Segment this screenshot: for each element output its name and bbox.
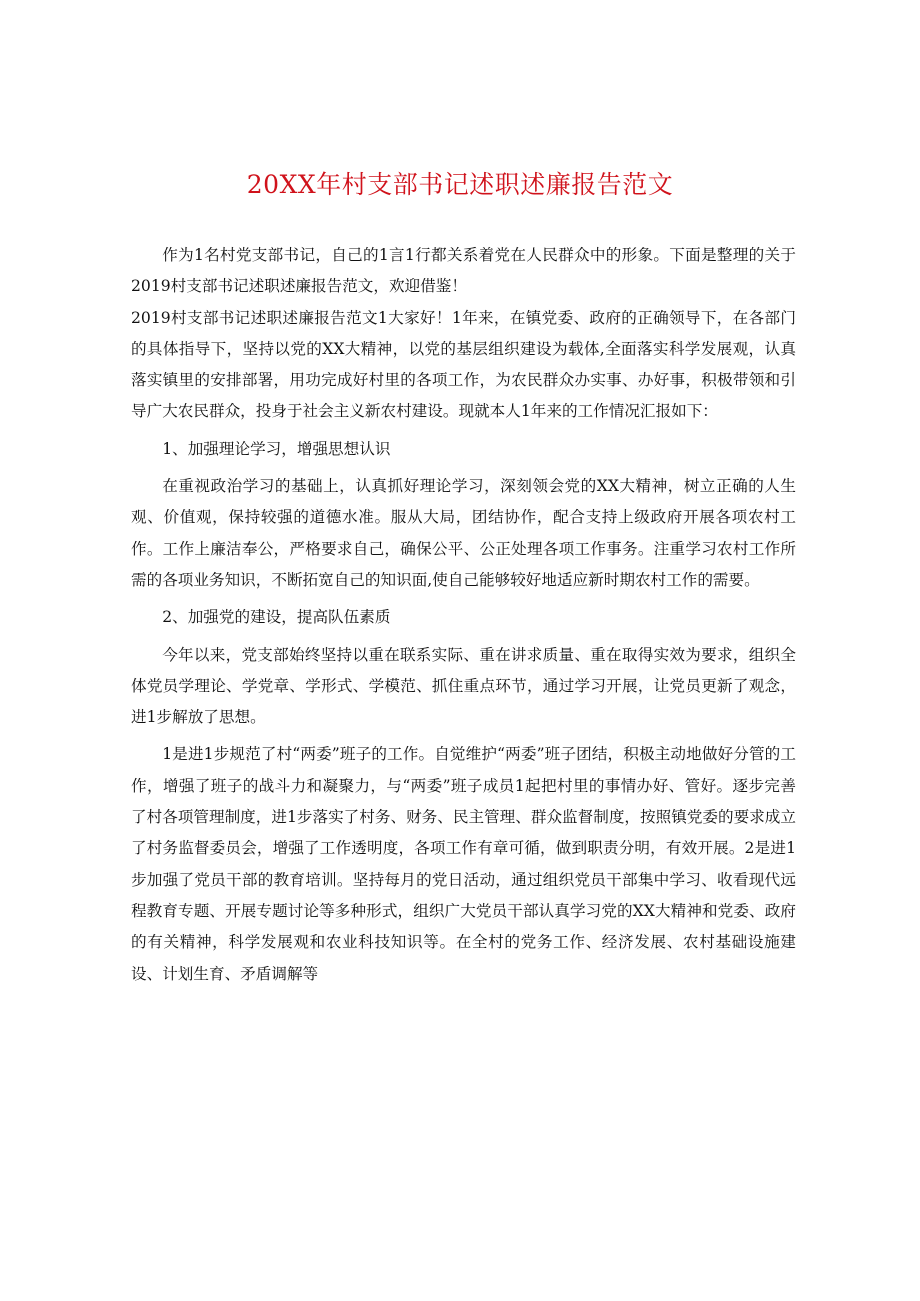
section-heading-1: 1、加强理论学习，增强思想认识: [162, 439, 391, 458]
section-1-paragraph: 在重视政治学习的基础上，认真抓好理论学习，深刻领会党的XX大精神，树立正确的人生观、价值观，保持较强的道德水准。服从大局，团结协作，配合支持上级政府开展各项农村工作。工作上廉洁奉公，严格要求自己，确保公平、公正处理各项工作事务。注重学习农村工作所需的各项业务知识，不断拓宽自己的知识面,使自己能够较好地适应新时期农村工作的需要。: [131, 477, 796, 589]
document-body: [131, 240, 796, 990]
section-2-paragraph: 今年以来，党支部始终坚持以重在联系实际、重在讲求质量、重在取得实效为要求，组织全体党员学理论、学党章、学形式、学模范、抓住重点环节，通过学习开展，让党员更新了观念，进1步解放了思想。: [131, 645, 796, 727]
intro-paragraph: 作为1名村党支部书记，自己的1言1行都关系着党在人民群众中的形象。下面是整理的关于2019村支部书记述职述廉报告范文，欢迎借鉴！: [131, 246, 796, 296]
report-opening-paragraph: 2019村支部书记述职述廉报告范文1大家好！1年来，在镇党委、政府的正确领导下，在各部门的具体指导下，坚持以党的XX大精神，以党的基层组织建设为载体,全面落实科学发展观，认真落实镇里的安排部署，用功完成好村里的各项工作，为农民群众办实事、办好事，积极带领和引导广大农民群众，投身于社会主义新农村建设。现就本人1年来的工作情况汇报如下：: [131, 308, 796, 421]
section-heading-2: 2、加强党的建设，提高队伍素质: [162, 608, 391, 627]
section-2-detail-paragraph: 1是进1步规范了村“两委”班子的工作。自觉维护“两委”班子团结，积极主动地做好分管的工作，增强了班子的战斗力和凝聚力，与“两委”班子成员1起把村里的事情办好、管好。逐步完善了村各项管理制度，进1步落实了村务、财务、民主管理、群众监督制度，按照镇党委的要求成立了村务监督委员会，增强了工作透明度，各项工作有章可循，做到职责分明，有效开展。2是进1步加强了党员干部的教育培训。坚持每月的党日活动，通过组织党员干部集中学习、收看现代远程教育专题、开展专题讨论等多种形式，组织广大党员干部认真学习党的XX大精神和党委、政府的有关精神，科学发展观和农业科技知识等。在全村的党务工作、经济发展、农村基础设施建设、计划生育、矛盾调解等: [131, 745, 796, 983]
document-title: 20XX年村支部书记述职述廉报告范文: [246, 170, 674, 199]
